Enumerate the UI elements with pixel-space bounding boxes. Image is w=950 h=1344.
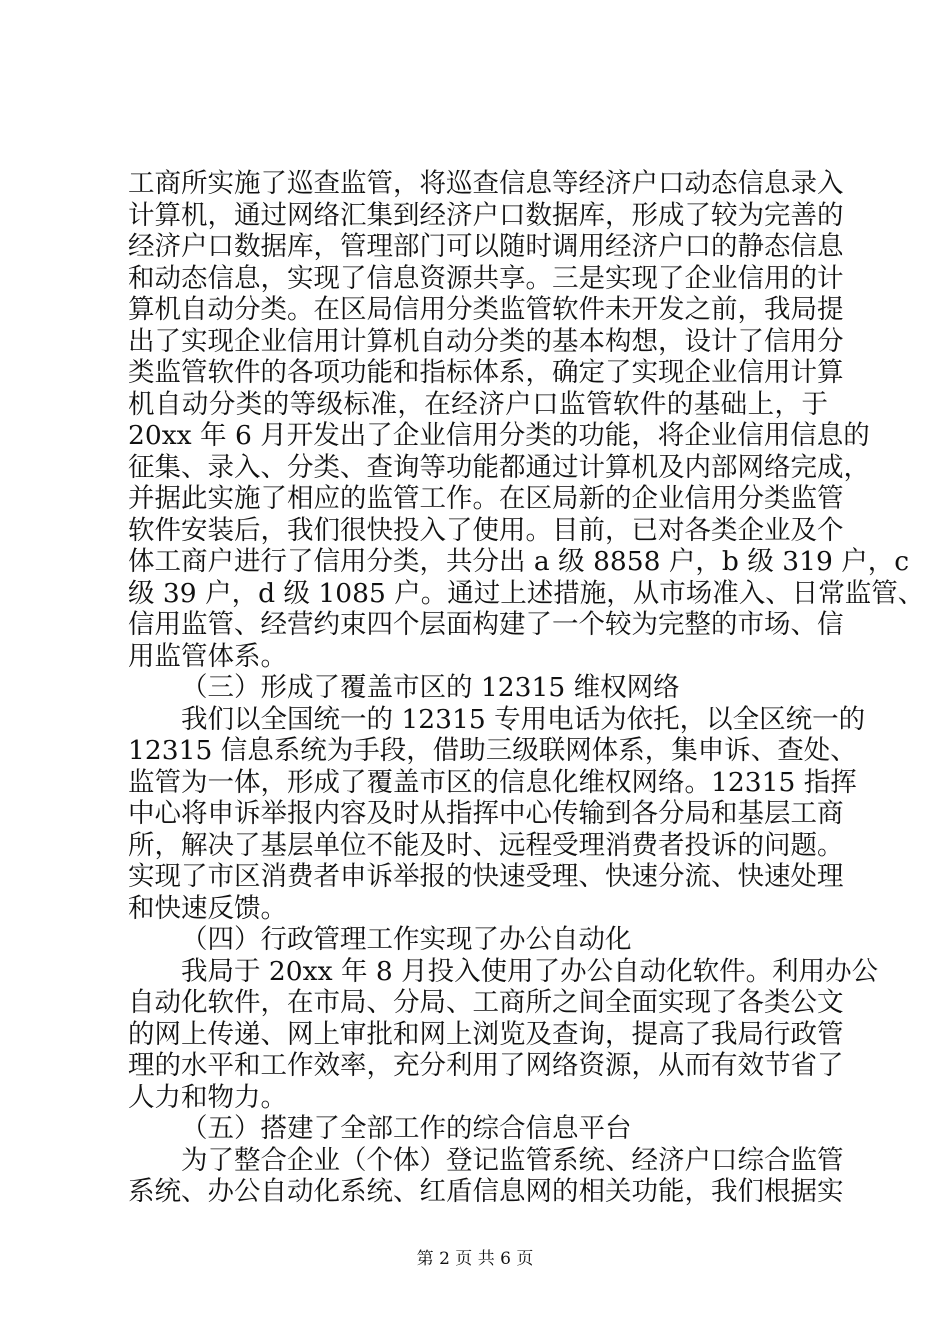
text-line: 和动态信息，实现了信息资源共享。三是实现了企业信用的计 [128,262,844,294]
text-line: 用监管体系。 [128,640,287,672]
text-line: 的网上传递、网上审批和网上浏览及查询，提高了我局行政管 [128,1018,844,1050]
text-line: 理的水平和工作效率，充分利用了网络资源，从而有效节省了 [128,1050,844,1081]
text-line: 软件安装后，我们很快投入了使用。目前，已对各类企业及个 [128,514,844,546]
text-line: 经济户口数据库，管理部门可以随时调用经济户口的静态信息 [128,231,844,262]
text-line: 信用监管、经营约束四个层面构建了一个较为完整的市场、信 [128,609,844,640]
section-heading: （四）行政管理工作实现了办公自动化 [181,924,632,955]
text-line: 机自动分类的等级标准，在经济户口监管软件的基础上，于 [128,388,828,420]
text-line: 并据此实施了相应的监管工作。在区局新的企业信用分类监管 [128,483,844,514]
text-line: 为了整合企业（个体）登记监管系统、经济户口综合监管 [181,1144,844,1176]
text-line: 20xx 年 6 月开发出了企业信用分类的功能，将企业信用信息的 [128,420,870,451]
text-line: 中心将申诉举报内容及时从指挥中心传输到各分局和基层工商 [128,798,844,829]
text-line: 自动化软件，在市局、分局、工商所之间全面实现了各类公文 [128,987,844,1018]
document-body [128,168,925,1208]
section-heading: （三）形成了覆盖市区的 12315 维权网络 [181,672,680,703]
text-line: 类监管软件的各项功能和指标体系，确定了实现企业信用计算 [128,357,844,388]
text-line: 计算机，通过网络汇集到经济户口数据库，形成了较为完善的 [128,199,844,231]
text-line: 人力和物力。 [128,1081,287,1113]
paragraph [128,168,925,672]
text-line: 出了实现企业信用计算机自动分类的基本构想，设计了信用分 [128,325,844,357]
page-footer: 第 2 页 共 6 页 [416,1249,534,1269]
text-line: 我局于 20xx 年 8 月投入使用了办公自动化软件。利用办公 [181,955,879,987]
text-line: 级 39 户，d 级 1085 户。通过上述措施，从市场准入、日常监管、 [128,577,925,609]
text-line: 和快速反馈。 [128,892,287,924]
text-line: 我们以全国统一的 12315 专用电话为依托，以全区统一的 [181,703,866,735]
paragraph [128,1144,844,1208]
text-line: 实现了市区消费者申诉举报的快速受理、快速分流、快速处理 [128,861,844,892]
paragraph [128,703,866,925]
text-line: 工商所实施了巡查监管，将巡查信息等经济户口动态信息录入 [128,168,844,199]
text-line: 系统、办公自动化系统、红盾信息网的相关功能，我们根据实 [128,1176,844,1207]
text-line: 算机自动分类。在区局信用分类监管软件未开发之前，我局提 [128,294,844,325]
paragraph [128,955,879,1114]
text-line: 所，解决了基层单位不能及时、远程受理消费者投诉的问题。 [128,829,844,861]
text-line: 监管为一体，形成了覆盖市区的信息化维权网络。12315 指挥 [128,766,857,798]
section-heading: （五）搭建了全部工作的综合信息平台 [181,1113,632,1144]
text-line: 12315 信息系统为手段，借助三级联网体系，集申诉、查处、 [128,735,857,766]
text-line: 体工商户进行了信用分类，共分出 a 级 8858 户，b 级 319 户，c [128,546,910,577]
text-line: 征集、录入、分类、查询等功能都通过计算机及内部网络完成， [128,451,870,483]
